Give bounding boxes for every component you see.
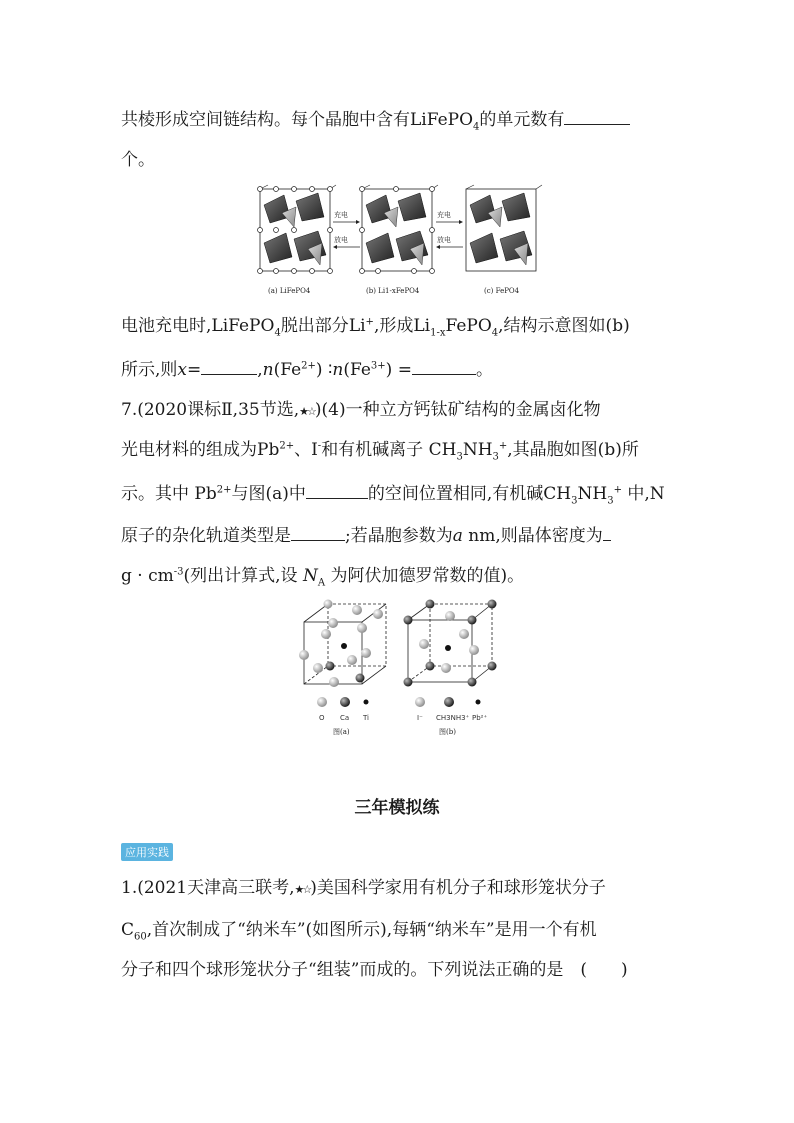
text-run: (列出计算式,设 [183, 566, 303, 586]
text-run: 与图(a)中 [231, 484, 306, 504]
text-run: ) = [385, 360, 412, 380]
formula: C [121, 920, 135, 940]
formula: LiFePO [211, 316, 275, 336]
charge-arrows-2 [436, 210, 463, 249]
subscript: 4 [274, 327, 281, 339]
answer-blank[interactable] [291, 522, 345, 541]
subscript: 4 [491, 327, 499, 339]
figure-caption: 图(a) [333, 728, 350, 736]
text-run: nm,则晶体密度为 [462, 526, 603, 546]
variable: a [452, 526, 463, 546]
difficulty-stars-icon: ★☆ [294, 883, 311, 896]
answer-blank[interactable] [564, 106, 630, 125]
figure-caption-c: (c) FePO4 [484, 287, 520, 295]
legend-label: Pb²⁺ [472, 714, 488, 722]
answer-blank[interactable] [306, 480, 368, 499]
text-run: NH [577, 484, 608, 504]
arrow-label: 充电 [334, 211, 348, 219]
question-1-line [121, 876, 606, 902]
question-7-line [121, 398, 601, 424]
text-run: 、I [294, 440, 318, 460]
text-run: 所示,则 [121, 360, 178, 380]
cell-c [466, 185, 542, 271]
legend-label: O [319, 714, 325, 722]
text-line [121, 438, 639, 462]
section-badge: 应用实践 [121, 843, 173, 861]
text-run: 示。其中 Pb [121, 484, 217, 504]
superscript: 3+ [370, 360, 386, 372]
legend-label: Ti [363, 714, 370, 722]
cube-a-atoms [299, 600, 383, 688]
answer-blank[interactable] [603, 522, 611, 541]
text-run: 为阿伏加德罗常数的值)。 [325, 566, 525, 586]
text-line [121, 958, 628, 982]
variable: n [332, 360, 344, 380]
subscript: 4 [473, 121, 480, 133]
subscript: 3 [456, 451, 463, 463]
text-run: ) ∶ [315, 360, 333, 380]
arrow-label: 放电 [334, 236, 348, 244]
text-run: 分子和四个球形笼状分子“组装”而成的。下列说法正确的是 ( ) [121, 960, 628, 980]
superscript: + [365, 316, 374, 328]
text-line [121, 148, 155, 172]
figure-caption-b: (b) Li1-xFePO4 [366, 287, 420, 295]
text-run: 脱出部分 [280, 316, 349, 336]
text-run: 原子的杂化轨道类型是 [121, 526, 291, 546]
text-run: 中,N [621, 484, 665, 504]
text-run: NH [462, 440, 493, 460]
superscript: + [498, 440, 508, 452]
charge-arrows-1 [333, 210, 360, 249]
text-run: (Fe [273, 360, 302, 380]
text-line [121, 564, 524, 588]
cell-b [360, 185, 439, 274]
variable: n [262, 360, 274, 380]
subscript: 3 [492, 451, 499, 463]
legend-label: CH3NH3⁺ [436, 714, 470, 722]
formula: LiFePO [410, 110, 474, 130]
text-run: ,结构示意图如(b) [498, 316, 630, 336]
text-run: , [257, 360, 263, 380]
legend-label: I⁻ [417, 714, 423, 722]
variable: N [302, 566, 318, 586]
arrow-label: 充电 [437, 211, 451, 219]
difficulty-stars-icon: ★☆ [299, 405, 315, 418]
text-run: 的单元数有 [479, 110, 565, 130]
answer-blank[interactable] [201, 356, 257, 375]
section-heading: 三年模拟练 [354, 798, 440, 818]
subscript: 1-x [430, 327, 446, 339]
subscript: 3 [607, 495, 614, 507]
text-line [121, 106, 630, 132]
text-run: 共棱形成空间链结构。每个晶胞中含有 [121, 110, 410, 130]
text-line [121, 356, 493, 382]
text-run: 个。 [121, 150, 155, 170]
text-run: ;若晶胞参数为 [345, 526, 453, 546]
text-run: = [187, 360, 202, 380]
formula: Li [413, 316, 431, 336]
superscript: 2+ [216, 484, 232, 496]
text-run: ,首次制成了“纳米车”(如图所示),每辆“纳米车”是用一个有机 [146, 920, 597, 940]
text-run: ,其晶胞如图(b)所 [507, 440, 639, 460]
figure-caption-a: (a) LiFePO4 [268, 287, 311, 295]
text-line [121, 480, 665, 506]
text-run: )美国科学家用有机分子和球形笼状分子 [310, 878, 606, 898]
superscript: 2+ [301, 360, 316, 372]
text-run: 电池充电时, [121, 316, 212, 336]
figure-caption: 图(b) [439, 728, 456, 736]
subscript: 60 [134, 931, 147, 943]
perovskite-cell-figure [296, 598, 506, 738]
legend-a [317, 697, 369, 736]
cell-a [258, 185, 337, 274]
text-run: 7.(2020课标Ⅱ,35节选, [121, 400, 300, 420]
text-run: (Fe [343, 360, 371, 380]
answer-blank[interactable] [412, 356, 476, 375]
text-run: )(4)一种立方钙钛矿结构的金属卤化物 [314, 400, 601, 420]
lifepo4-structure-figure [254, 183, 544, 303]
legend-label: Ca [340, 714, 350, 722]
text-run: g · cm [121, 566, 174, 586]
text-run: ,形成 [373, 316, 414, 336]
text-run: 光电材料的组成为Pb [121, 440, 280, 460]
superscript: + [613, 484, 622, 496]
superscript: 2+ [279, 440, 295, 452]
text-run: 1.(2021天津高三联考, [121, 878, 295, 898]
superscript: - [317, 440, 322, 452]
variable: x [177, 360, 187, 380]
text-line [121, 522, 611, 548]
arrow-label: 放电 [437, 236, 451, 244]
formula: FePO [445, 316, 492, 336]
text-run: 。 [475, 360, 493, 380]
formula: Li [348, 316, 366, 336]
superscript: -3 [173, 566, 184, 578]
text-run: 的空间位置相同,有机碱CH [367, 484, 572, 504]
legend-b [415, 697, 487, 736]
text-line [121, 918, 597, 942]
subscript: A [317, 577, 326, 589]
subscript: 3 [571, 495, 578, 507]
text-run: 和有机碱离子 CH [321, 440, 457, 460]
text-line [121, 314, 630, 338]
